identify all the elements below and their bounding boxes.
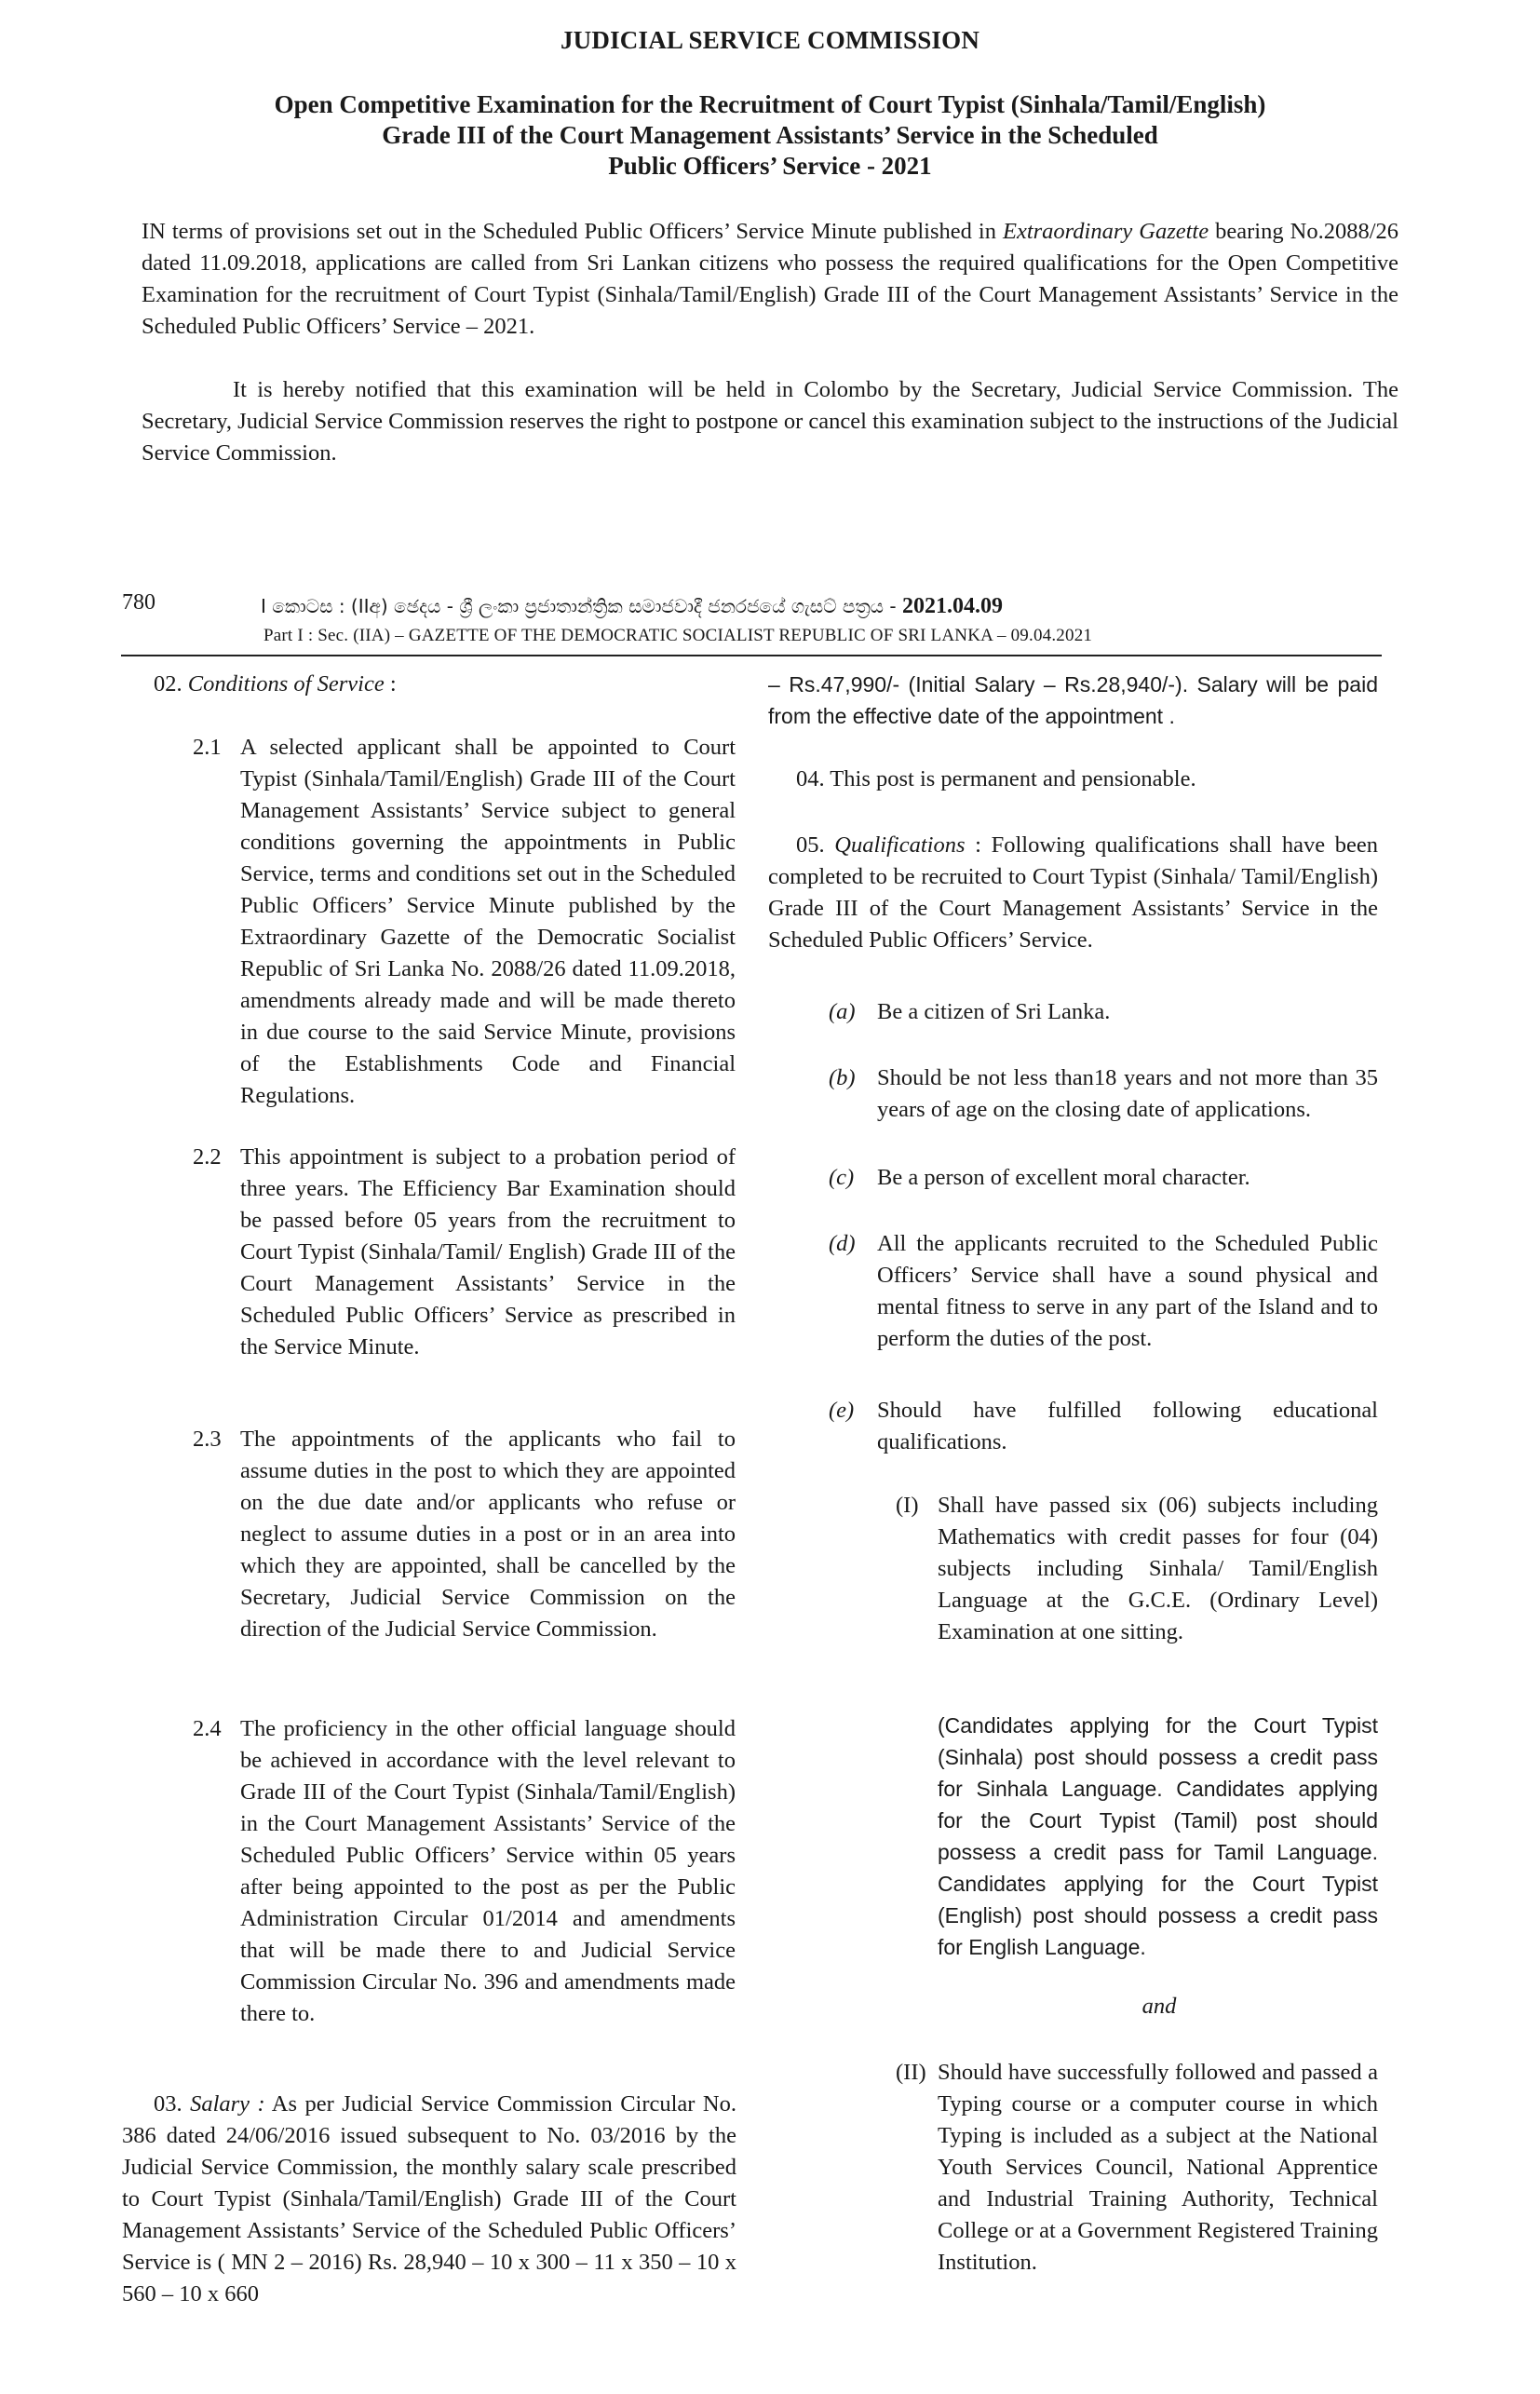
condition-number: 2.1 xyxy=(193,735,222,760)
qualifications-text: : Following qualifications shall have been completed to be recruited to Court Typist (Sinhala/ Tamil/English) Grade III of the Court Management Assistants’ Service in the Scheduled Public Officers’ Service. xyxy=(768,832,1379,953)
item-text: Should be not less than18 years and not more than 35 years of age on the closing date of applications. xyxy=(877,1065,1378,1122)
gazette-reference: Extraordinary Gazette xyxy=(1002,219,1209,244)
exam-title xyxy=(168,89,1372,182)
qualification-item xyxy=(829,1162,1378,1199)
item-text: Be a citizen of Sri Lanka. xyxy=(877,999,1111,1024)
section-number: 03. xyxy=(154,2091,191,2117)
gazette-date: 2021.04.09 xyxy=(902,594,1003,618)
header-divider xyxy=(121,655,1382,656)
page-number: 780 xyxy=(122,590,155,615)
condition-text: The appointments of the applicants who fail to assume duties in the post to which they are appointed on the due date and/or applicants who refuse or neglect to assume duties in a post or in an area into which they are appointed, shall be cancelled by the Secretary, Judicial Service Commission on the direction of the Judicial Service Commission. xyxy=(240,1427,736,1642)
item-label: (a) xyxy=(829,999,856,1024)
salary-paragraph xyxy=(122,2089,736,2310)
salary-continuation: – Rs.47,990/- (Initial Salary – Rs.28,940/-). Salary will be paid from the effective date of the appointment . xyxy=(768,672,1378,728)
sub-label: (I) xyxy=(896,1493,919,1518)
commission-title: JUDICIAL SERVICE COMMISSION xyxy=(560,26,980,54)
sub-qualification xyxy=(896,1490,1378,1685)
item-text: Be a person of excellent moral character. xyxy=(877,1165,1250,1190)
condition-text: This appointment is subject to a probation period of three years. The Efficiency Bar Examination should be passed before 05 years from the recruitment to Court Typist (Sinhala/Tamil/ English) Grade III of the Court Management Assistants’ Service in the Scheduled Public Officers’ Service as prescribed in the Service Minute. xyxy=(240,1144,736,1359)
qualifications-paragraph xyxy=(768,830,1378,956)
section-colon: : xyxy=(384,671,397,697)
intro-text: bearing No.2088/26 dated 11.09.2018, applications are called from Sri Lankan citizens who possess the required qualifications for the Open Competitive Examination for the recruitment of Court Typist (Sinhala/Tamil/English) Grade III of the Court Management Assistants’ Service in the Scheduled Public Officers’ Service – 2021. xyxy=(142,219,1399,339)
section-title: Salary : xyxy=(190,2091,265,2117)
section-number: 02. xyxy=(154,671,188,697)
exam-title-line: Open Competitive Examination for the Recruitment of Court Typist (Sinhala/Tamil/English) xyxy=(274,90,1266,118)
condition-text: The proficiency in the other official language should be achieved in accordance with the level relevant to Grade III of the Court Typist (Sinhala/Tamil/English) in the Court Management Assistants’ Service of the Scheduled Public Officers’ Service within 05 years after being appointed to the post as per the Public Administration Circular 01/2014 and amendments that will be made there to and Judicial Service Commission Circular No. 396 and amendments made there to. xyxy=(240,1716,736,2026)
intro-paragraph xyxy=(142,216,1398,343)
item-text: Should have fulfilled following educational qualifications. xyxy=(877,1398,1378,1454)
qualification-item xyxy=(829,996,1378,1034)
item-label: (c) xyxy=(829,1165,855,1190)
item-label: (d) xyxy=(829,1231,856,1256)
section-number: 05. xyxy=(796,832,835,858)
permanent-statement: 04. This post is permanent and pensionable. xyxy=(796,766,1196,791)
intro-text: IN terms of provisions set out in the Scheduled Public Officers’ Service Minute published in xyxy=(142,219,1003,244)
qualification-item xyxy=(829,1395,1378,1460)
exam-title-line: Grade III of the Court Management Assistants’ Service in the Scheduled xyxy=(382,121,1158,149)
item-label: (b) xyxy=(829,1065,856,1090)
section-title: Conditions of Service xyxy=(187,671,385,697)
language-note: (Candidates applying for the Court Typist (Sinhala) post should possess a credit pass for Sinhala Language. Candidates applying for the Court Typist (Tamil) post should possess a credit pass for Tamil Language. Candidates applying for the Court Typist (English) post should possess a credit pass for English Language. xyxy=(938,1713,1378,1959)
item-text: All the applicants recruited to the Scheduled Public Officers’ Service shall have a sound physical and mental fitness to serve in any part of the Island and to perform the duties of the post. xyxy=(877,1231,1378,1351)
qualification-item xyxy=(829,1228,1378,1359)
intro-notice-paragraph: It is hereby notified that this examination will be held in Colombo by the Secretary, Judicial Service Commission. The Secretary, Judicial Service Commission reserves the right to postpone or cancel this examination subject to the instructions of the Judicial Service Commission. xyxy=(142,377,1398,466)
item-label: (e) xyxy=(829,1398,855,1423)
salary-text: As per Judicial Service Commission Circular No. 386 dated 24/06/2016 issued subsequent to No. 03/2016 by the Judicial Service Commission, the monthly salary scale prescribed to Court Typist (Sinhala/Tamil/English) Grade III of the Court Management Assistants’ Service of the Scheduled Public Officers’ Service is ( MN 2 – 2016) Rs. 28,940 – 10 x 300 – 11 x 350 – 10 x 560 – 10 x 660 xyxy=(122,2091,736,2306)
and-wrapper xyxy=(0,1991,1540,2022)
condition-number: 2.3 xyxy=(193,1427,222,1452)
exam-title-line: Public Officers’ Service - 2021 xyxy=(608,152,932,180)
condition-text: A selected applicant shall be appointed to Court Typist (Sinhala/Tamil/English) Grade III of the Court Management Assistants’ Service subject to general conditions governing the appointments in Public Service, terms and conditions set out in the Scheduled Public Officers’ Service Minute published by the Extraordinary Gazette of the Democratic Socialist Republic of Sri Lanka No. 2088/26 dated 11.09.2018, amendments already made and will be made thereto in due course to the said Service Minute, provisions of the Establishments Code and Financial Regulations. xyxy=(240,735,736,1108)
sub-label: (II) xyxy=(896,2060,926,2085)
and-connector: and xyxy=(1141,1994,1177,2019)
qualification-item xyxy=(829,1062,1378,1128)
sub-text: Should have successfully followed and passed a Typing course or a computer course in which Typing is included as a subject at the National Youth Services Council, National Apprentice and Industrial Training Authority, Technical College or at a Government Registered Training Institution. xyxy=(938,2060,1378,2275)
sinhala-gazette-header xyxy=(261,594,1003,619)
condition-item xyxy=(193,1142,736,1421)
condition-item xyxy=(193,732,736,1108)
sinhala-header-text: I කොටස : (IIඅ) ඡෙදය - ශ්‍රී ලංකා ප්‍රජාතාන්ත්‍රික සමාජවාදී ජනරජයේ ගැසට් පත්‍රය - xyxy=(261,595,902,617)
conditions-heading xyxy=(154,669,397,700)
condition-number: 2.4 xyxy=(193,1716,222,1741)
sub-qualification xyxy=(896,2057,1378,2318)
english-gazette-header: Part I : Sec. (IIA) – GAZETTE OF THE DEMOCRATIC SOCIALIST REPUBLIC OF SRI LANKA – 09.04.2021 xyxy=(263,626,1093,645)
sub-text: Shall have passed six (06) subjects including Mathematics with credit passes for four (04) subjects including Sinhala/ Tamil/English Language at the G.C.E. (Ordinary Level) Examination at one sitting. xyxy=(938,1493,1378,1644)
section-title: Qualifications xyxy=(834,832,966,858)
condition-item xyxy=(193,1713,736,2086)
condition-number: 2.2 xyxy=(193,1144,222,1170)
condition-item xyxy=(193,1424,736,1647)
